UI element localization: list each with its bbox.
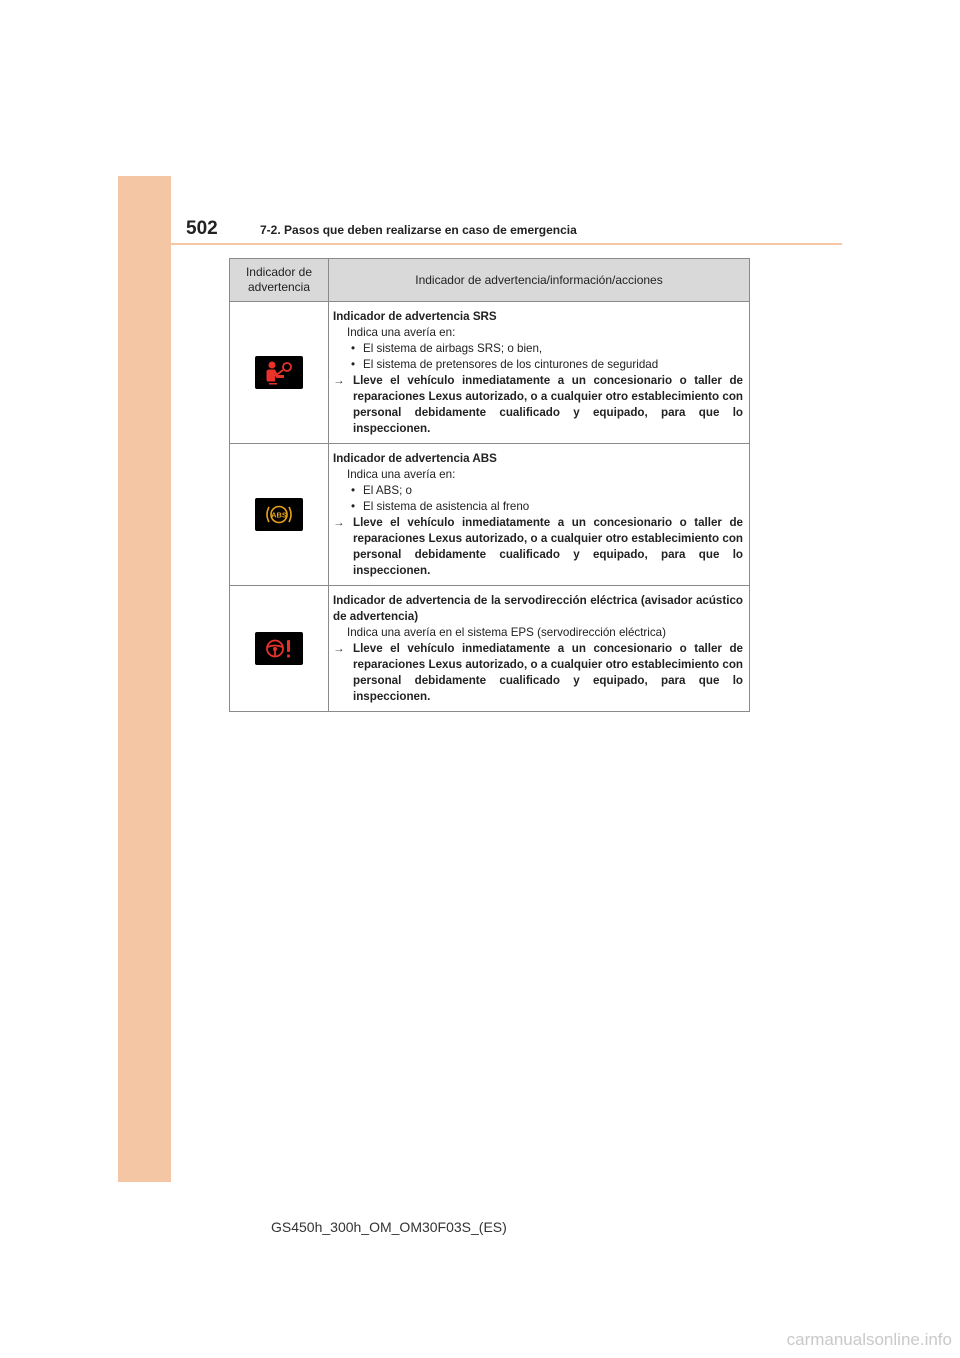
arrow-icon: →	[333, 374, 345, 387]
header-rule	[171, 243, 842, 245]
indicator-title: Indicador de advertencia de la servodirección eléctrica (avisador acústico de advertencia)	[333, 594, 743, 623]
column-header-indicator: Indicador de advertencia	[230, 259, 329, 302]
document-id: GS450h_300h_OM_OM30F03S_(ES)	[271, 1219, 507, 1235]
arrow-icon: →	[333, 516, 345, 529]
abs-warning-icon	[255, 498, 303, 531]
arrow-icon: →	[333, 642, 345, 655]
list-item: • El sistema de pretensores de los cinturones de seguridad	[351, 357, 743, 373]
indicator-description: Indica una avería en el sistema EPS (servodirección eléctrica)	[347, 626, 666, 639]
side-accent-band	[118, 176, 171, 1182]
warning-indicator-table	[229, 258, 750, 712]
action-text	[333, 373, 743, 437]
action-instruction: Lleve el vehículo inmediatamente a un concesionario o taller de reparaciones Lexus autorizado, o a cualquier otro establecimiento con personal debidamente cualificado y equipado, para que lo inspeccionen.	[353, 374, 743, 435]
table-row	[230, 302, 750, 444]
action-text	[333, 515, 743, 579]
page-number: 502	[186, 218, 218, 239]
action-instruction: Lleve el vehículo inmediatamente a un concesionario o taller de reparaciones Lexus autorizado, o a cualquier otro establecimiento con personal debidamente cualificado y equipado, para que lo inspeccionen.	[353, 516, 743, 577]
section-title: 7-2. Pasos que deben realizarse en caso de emergencia	[260, 223, 577, 237]
cause-list	[333, 341, 743, 373]
watermark: carmanualsonline.info	[786, 1330, 952, 1349]
indicator-title: Indicador de advertencia ABS	[333, 452, 497, 465]
eps-steering-warning-icon	[255, 632, 303, 665]
indicator-description: Indica una avería en:	[347, 468, 456, 481]
table-row	[230, 444, 750, 586]
action-instruction: Lleve el vehículo inmediatamente a un concesionario o taller de reparaciones Lexus autorizado, o a cualquier otro establecimiento con personal debidamente cualificado y equipado, para que lo inspeccionen.	[353, 642, 743, 703]
list-item: • El ABS; o	[351, 483, 743, 499]
info-cell	[329, 586, 750, 712]
table-row	[230, 586, 750, 712]
indicator-description: Indica una avería en:	[347, 326, 456, 339]
icon-cell	[230, 444, 329, 586]
srs-airbag-warning-icon	[255, 356, 303, 389]
icon-cell	[230, 302, 329, 444]
table-header-row	[230, 259, 750, 302]
column-header-info: Indicador de advertencia/información/acciones	[329, 259, 750, 302]
list-item: • El sistema de airbags SRS; o bien,	[351, 341, 743, 357]
info-cell	[329, 302, 750, 444]
list-item: • El sistema de asistencia al freno	[351, 499, 743, 515]
action-text	[333, 641, 743, 705]
cause-list	[333, 483, 743, 515]
indicator-title: Indicador de advertencia SRS	[333, 310, 497, 323]
icon-cell	[230, 586, 329, 712]
abs-icon-label: ABS	[271, 510, 287, 520]
info-cell	[329, 444, 750, 586]
